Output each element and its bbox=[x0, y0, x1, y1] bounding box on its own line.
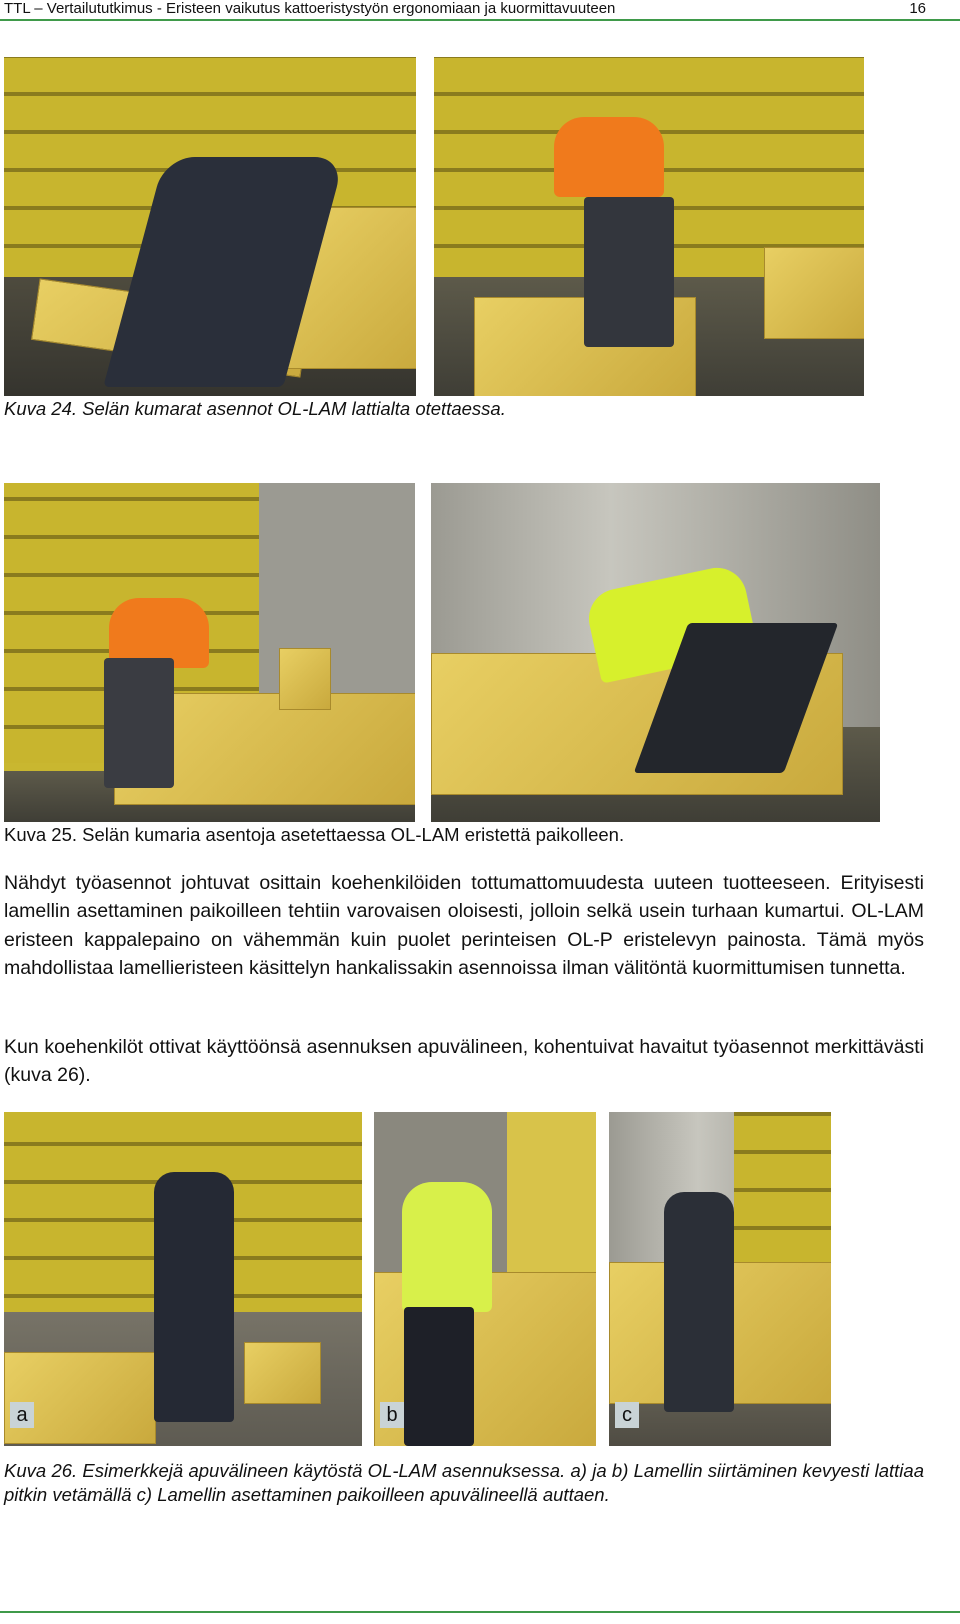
photo-fig25-right bbox=[431, 483, 880, 822]
photo-fig26-b bbox=[374, 1112, 596, 1446]
body-paragraph-2: Kun koehenkilöt ottivat käyttöönsä asennuksen apuvälineen, kohentuivat havaitut työasennot merkittävästi (kuva 26). bbox=[4, 1036, 924, 1087]
header-title: TTL – Vertailututkimus - Eristeen vaikutus kattoeristystyön ergonomiaan ja kuormittavuuteen bbox=[4, 0, 616, 17]
label-b: b bbox=[380, 1402, 404, 1428]
header-rule bbox=[0, 19, 960, 21]
label-a: a bbox=[10, 1402, 34, 1428]
fig26-caption: Kuva 26. Esimerkkejä apuvälineen käytöstä OL-LAM asennuksessa. a) ja b) Lamellin siirtäminen kevyesti lattiaa pitkin vetämällä c) Lamellin asettaminen paikoilleen apuvälineellä auttaen. bbox=[4, 1460, 924, 1505]
body-paragraph-1: Nähdyt työasennot johtuvat osittain koehenkilöiden tottumattomuudesta uuteen tuotteeseen. Erityisesti lamellin asettaminen paikoilleen tehtiin varovaisen oloisesti, jolloin selkä usein turhaan kumartui. OL-LAM eristeen kappalepaino on vähemmän kuin puolet perinteisen OL-P eristelevyn painosta. Tämä myös mahdollistaa lamellieristeen käsittelyn hankalissakin asennoissa ilman välitöntä kuormittumisen tunnetta. bbox=[4, 872, 924, 980]
page-number: 16 bbox=[909, 0, 926, 17]
photo-fig26-c bbox=[609, 1112, 831, 1446]
photo-fig25-left bbox=[4, 483, 415, 822]
photo-fig24-left bbox=[4, 57, 416, 396]
page-header bbox=[4, 0, 926, 19]
footer-rule bbox=[0, 1611, 960, 1613]
photo-fig26-a bbox=[4, 1112, 362, 1446]
photo-fig24-right bbox=[434, 57, 864, 396]
fig25-caption: Kuva 25. Selän kumaria asentoja asetettaessa OL-LAM eristettä paikolleen. bbox=[4, 824, 625, 845]
label-c: c bbox=[615, 1402, 639, 1428]
fig24-caption: Kuva 24. Selän kumarat asennot OL-LAM lattialta otettaessa. bbox=[4, 398, 506, 419]
